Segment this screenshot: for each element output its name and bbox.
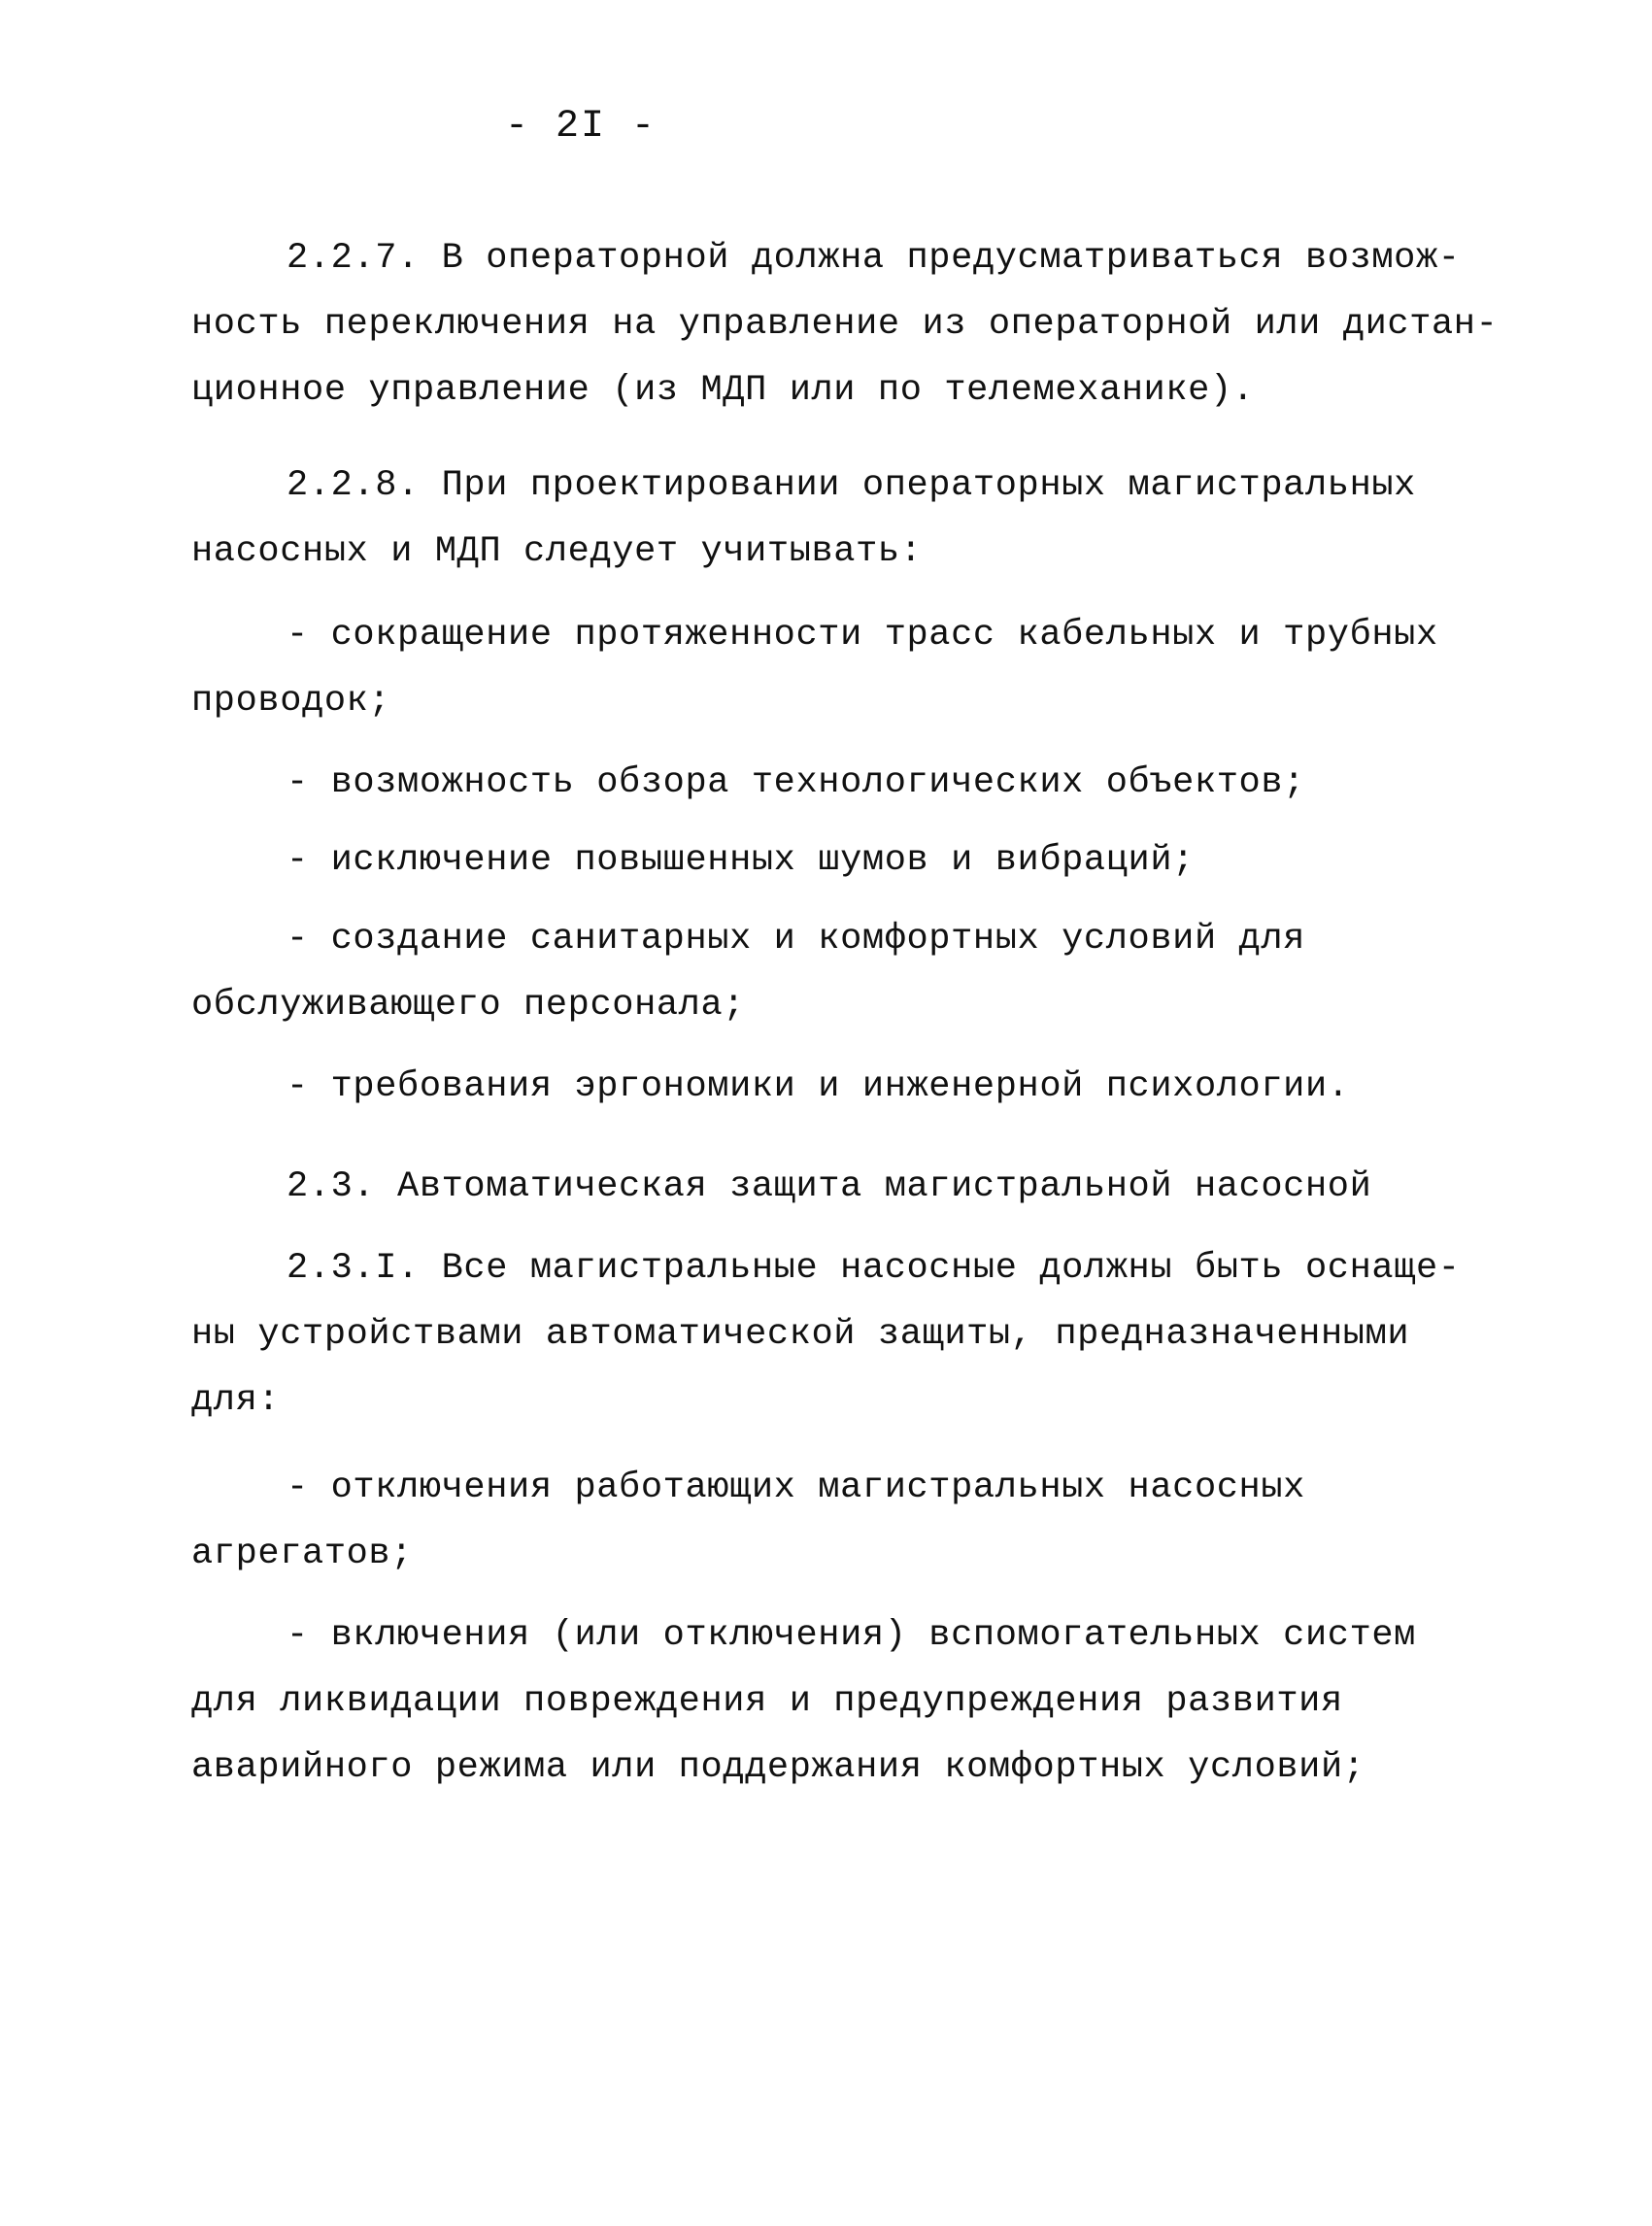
list-item-shutdown-line-1: - отключения работающих магистральных насосных <box>287 1467 1305 1508</box>
paragraph-2-2-7-line-3: ционное управление (из МДП или по телемеханике). <box>191 370 1255 411</box>
paragraph-2-3-1-line-2: ны устройствами автоматической защиты, предназначенными <box>191 1314 1410 1355</box>
paragraph-2-2-7-line-2: ность переключения на управление из операторной или дистан- <box>191 304 1499 345</box>
list-item-shutdown-line-2: агрегатов; <box>191 1534 414 1574</box>
list-item-cables-line-2: проводок; <box>191 681 391 722</box>
list-item-auxiliary-line-2: для ликвидации повреждения и предупреждения развития <box>191 1681 1343 1722</box>
paragraph-2-2-7-line-1: 2.2.7. В операторной должна предусматриваться возмож- <box>287 238 1461 279</box>
list-item-sanitary-line-1: - создание санитарных и комфортных условий для <box>287 919 1305 960</box>
list-item-cables-line-1: - сокращение протяженности трасс кабельных и трубных <box>287 615 1438 656</box>
paragraph-2-3-1-line-3: для: <box>191 1380 281 1421</box>
list-item-auxiliary-line-1: - включения (или отключения) вспомогательных систем <box>287 1615 1416 1656</box>
list-item-ergonomics: - требования эргономики и инженерной психологии. <box>287 1066 1350 1107</box>
list-item-overview: - возможность обзора технологических объектов; <box>287 762 1305 803</box>
list-item-noise: - исключение повышенных шумов и вибраций; <box>287 840 1195 881</box>
list-item-auxiliary-line-3: аварийного режима или поддержания комфортных условий; <box>191 1747 1365 1788</box>
page-number: - 2I - <box>505 105 657 149</box>
list-item-sanitary-line-2: обслуживающего персонала; <box>191 985 746 1026</box>
section-heading-2-3: 2.3. Автоматическая защита магистральной насосной <box>287 1166 1372 1207</box>
paragraph-2-2-8-line-1: 2.2.8. При проектировании операторных магистральных <box>287 465 1416 506</box>
paragraph-2-3-1-line-1: 2.3.I. Все магистральные насосные должны быть оснаще- <box>287 1248 1461 1289</box>
paragraph-2-2-8-line-2: насосных и МДП следует учитывать: <box>191 531 923 572</box>
